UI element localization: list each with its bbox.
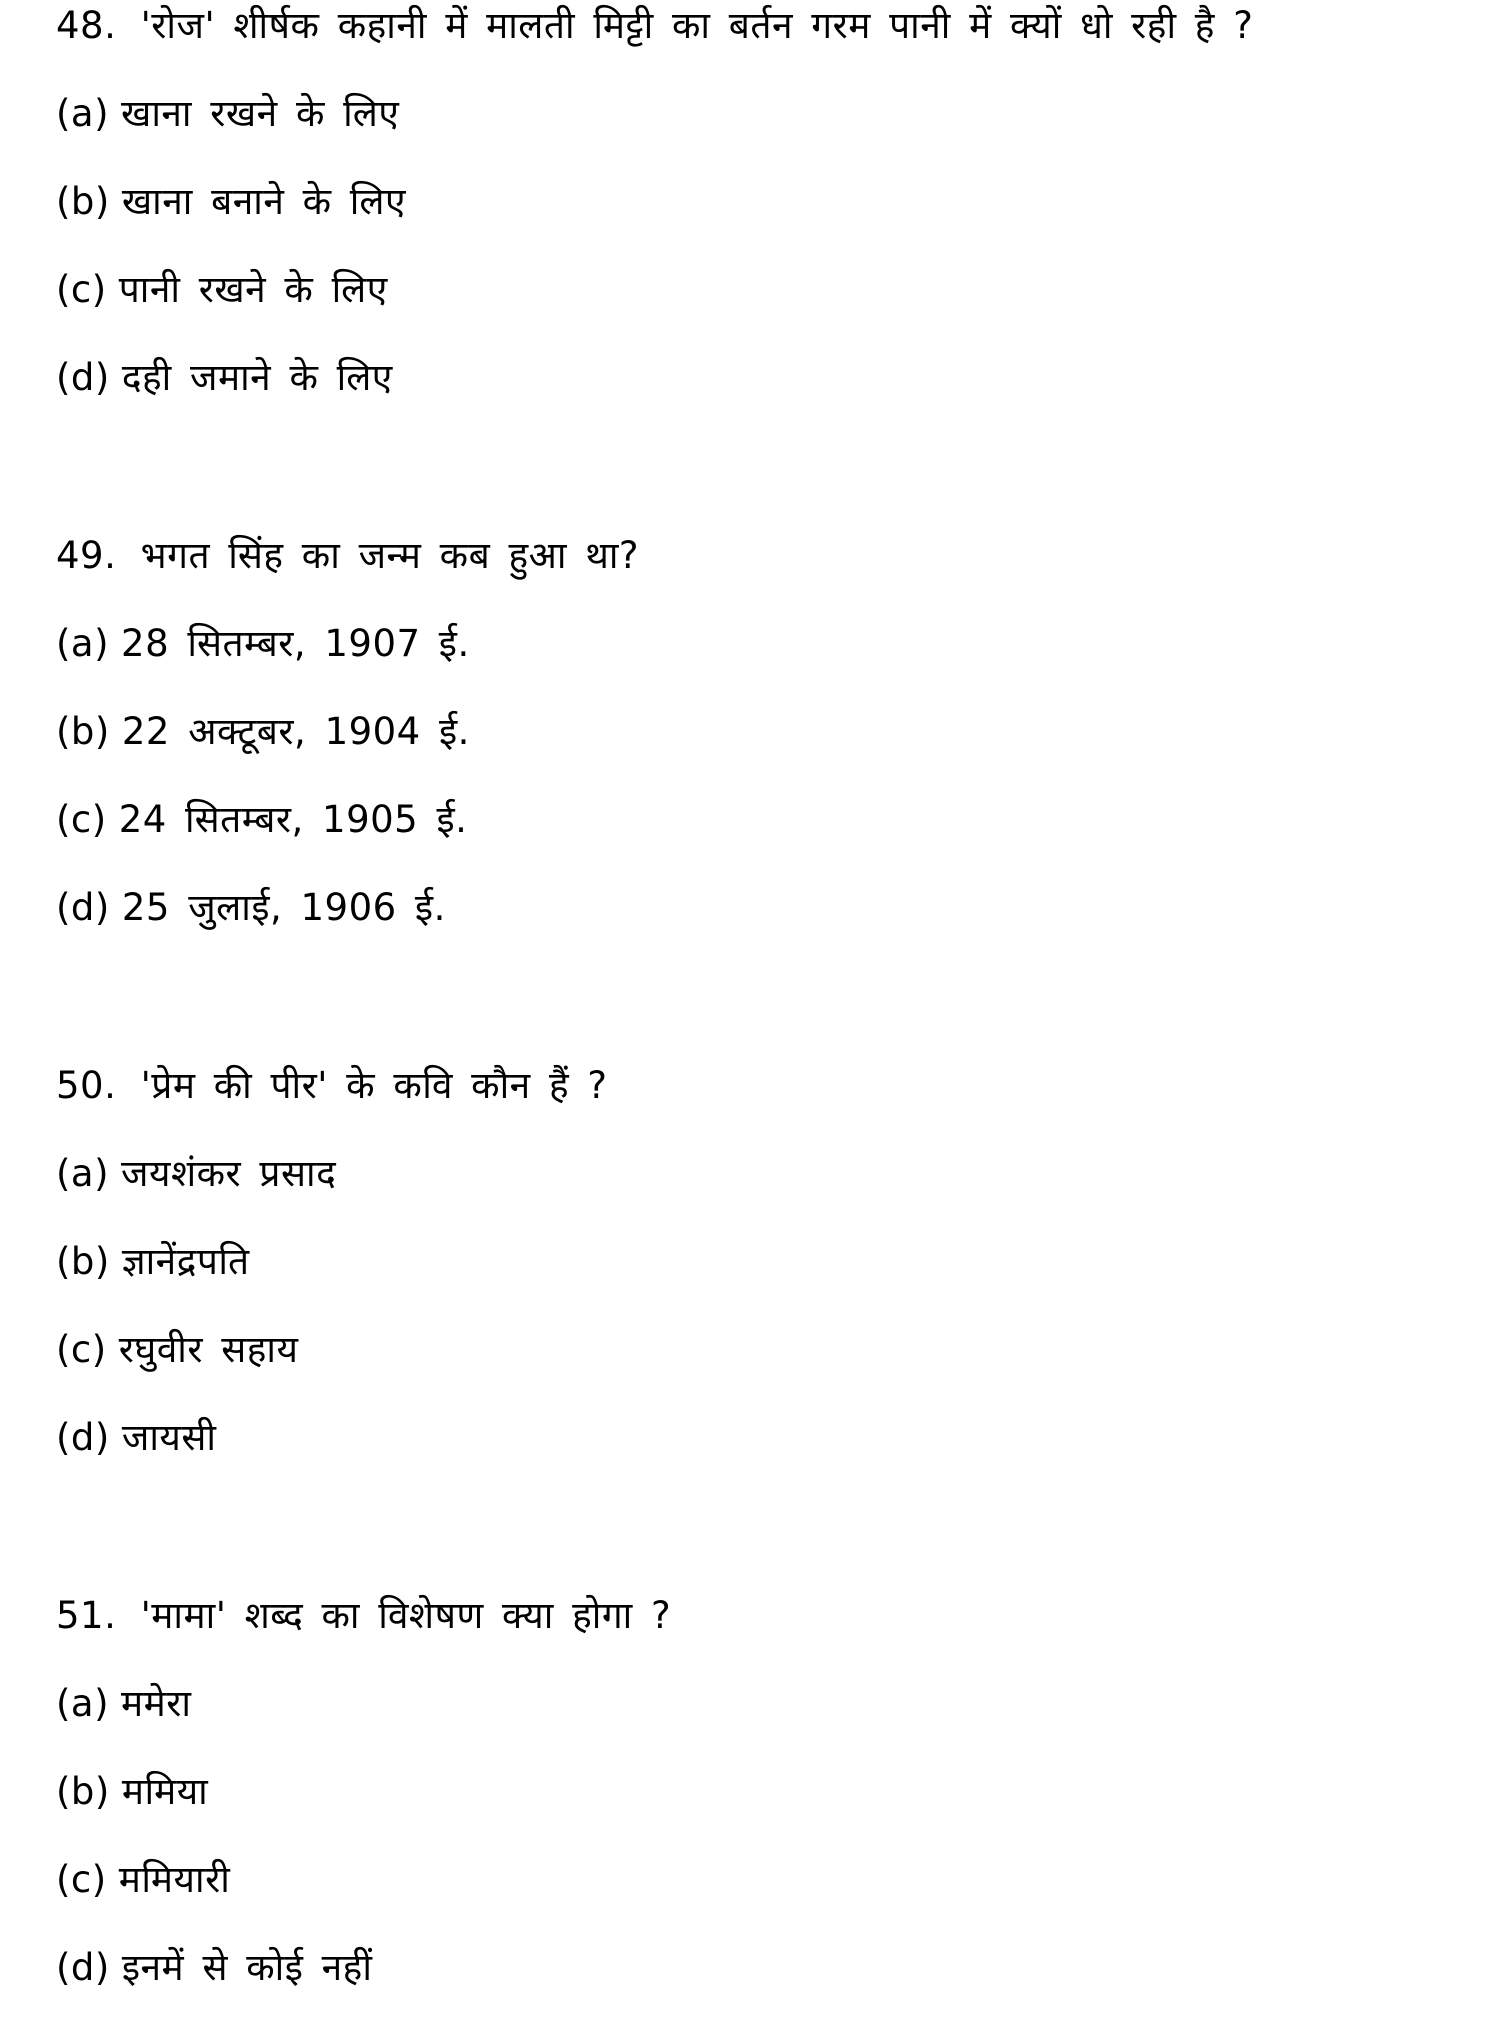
option-label: (d) bbox=[56, 356, 110, 399]
question-text: 'प्रेम की पीर' के कवि कौन हैं ? bbox=[140, 1064, 608, 1107]
option-text: ममेरा bbox=[121, 1682, 192, 1725]
option-label: (b) bbox=[56, 1240, 110, 1283]
question-stem bbox=[56, 1572, 1476, 1660]
option-d bbox=[56, 1924, 1476, 2012]
question-stem bbox=[56, 512, 1476, 600]
option-text: खाना बनाने के लिए bbox=[121, 180, 406, 223]
option-label: (a) bbox=[56, 92, 110, 135]
option-label: (a) bbox=[56, 1682, 110, 1725]
question-number: 48. bbox=[56, 4, 117, 47]
option-c bbox=[56, 1836, 1476, 1924]
option-label: (a) bbox=[56, 622, 110, 665]
option-label: (b) bbox=[56, 1770, 110, 1813]
option-label: (b) bbox=[56, 180, 110, 223]
option-label: (d) bbox=[56, 886, 110, 929]
option-text: 24 सितम्बर, 1905 ई. bbox=[118, 798, 468, 841]
option-text: खाना रखने के लिए bbox=[121, 92, 400, 135]
option-text: दही जमाने के लिए bbox=[121, 356, 393, 399]
question-51 bbox=[56, 1572, 1476, 2012]
option-a bbox=[56, 1660, 1476, 1748]
question-text: भगत सिंह का जन्म कब हुआ था? bbox=[140, 534, 640, 577]
option-text: ममिया bbox=[121, 1770, 209, 1813]
question-stem bbox=[56, 0, 1476, 70]
option-label: (c) bbox=[56, 268, 107, 311]
question-stem bbox=[56, 1042, 1476, 1130]
option-text: रघुवीर सहाय bbox=[118, 1328, 299, 1371]
option-label: (d) bbox=[56, 1416, 110, 1459]
option-b bbox=[56, 158, 1476, 246]
option-d bbox=[56, 864, 1476, 952]
option-label: (b) bbox=[56, 710, 110, 753]
option-c bbox=[56, 776, 1476, 864]
question-48 bbox=[56, 0, 1476, 422]
option-label: (d) bbox=[56, 1946, 110, 1989]
question-number: 49. bbox=[56, 534, 117, 577]
option-text: इनमें से कोई नहीं bbox=[121, 1946, 373, 1989]
option-c bbox=[56, 246, 1476, 334]
option-text: जयशंकर प्रसाद bbox=[121, 1152, 337, 1195]
option-d bbox=[56, 334, 1476, 422]
option-text: ज्ञानेंद्रपति bbox=[121, 1240, 250, 1283]
question-49 bbox=[56, 512, 1476, 952]
option-text: पानी रखने के लिए bbox=[118, 268, 388, 311]
question-number: 50. bbox=[56, 1064, 117, 1107]
question-number: 51. bbox=[56, 1594, 117, 1637]
option-text: 22 अक्टूबर, 1904 ई. bbox=[121, 710, 470, 753]
option-a bbox=[56, 70, 1476, 158]
option-b bbox=[56, 1748, 1476, 1836]
option-c bbox=[56, 1306, 1476, 1394]
option-text: 28 सितम्बर, 1907 ई. bbox=[121, 622, 470, 665]
option-label: (a) bbox=[56, 1152, 110, 1195]
question-text: 'मामा' शब्द का विशेषण क्या होगा ? bbox=[140, 1594, 672, 1637]
option-a bbox=[56, 1130, 1476, 1218]
option-label: (c) bbox=[56, 1328, 107, 1371]
option-a bbox=[56, 600, 1476, 688]
option-text: ममियारी bbox=[118, 1858, 231, 1901]
option-text: जायसी bbox=[121, 1416, 217, 1459]
option-text: 25 जुलाई, 1906 ई. bbox=[121, 886, 446, 929]
option-d bbox=[56, 1394, 1476, 1482]
question-50 bbox=[56, 1042, 1476, 1482]
question-text: 'रोज' शीर्षक कहानी में मालती मिट्टी का बर्तन गरम पानी में क्यों धो रही है ? bbox=[140, 4, 1254, 47]
option-b bbox=[56, 1218, 1476, 1306]
option-b bbox=[56, 688, 1476, 776]
option-label: (c) bbox=[56, 1858, 107, 1901]
option-label: (c) bbox=[56, 798, 107, 841]
